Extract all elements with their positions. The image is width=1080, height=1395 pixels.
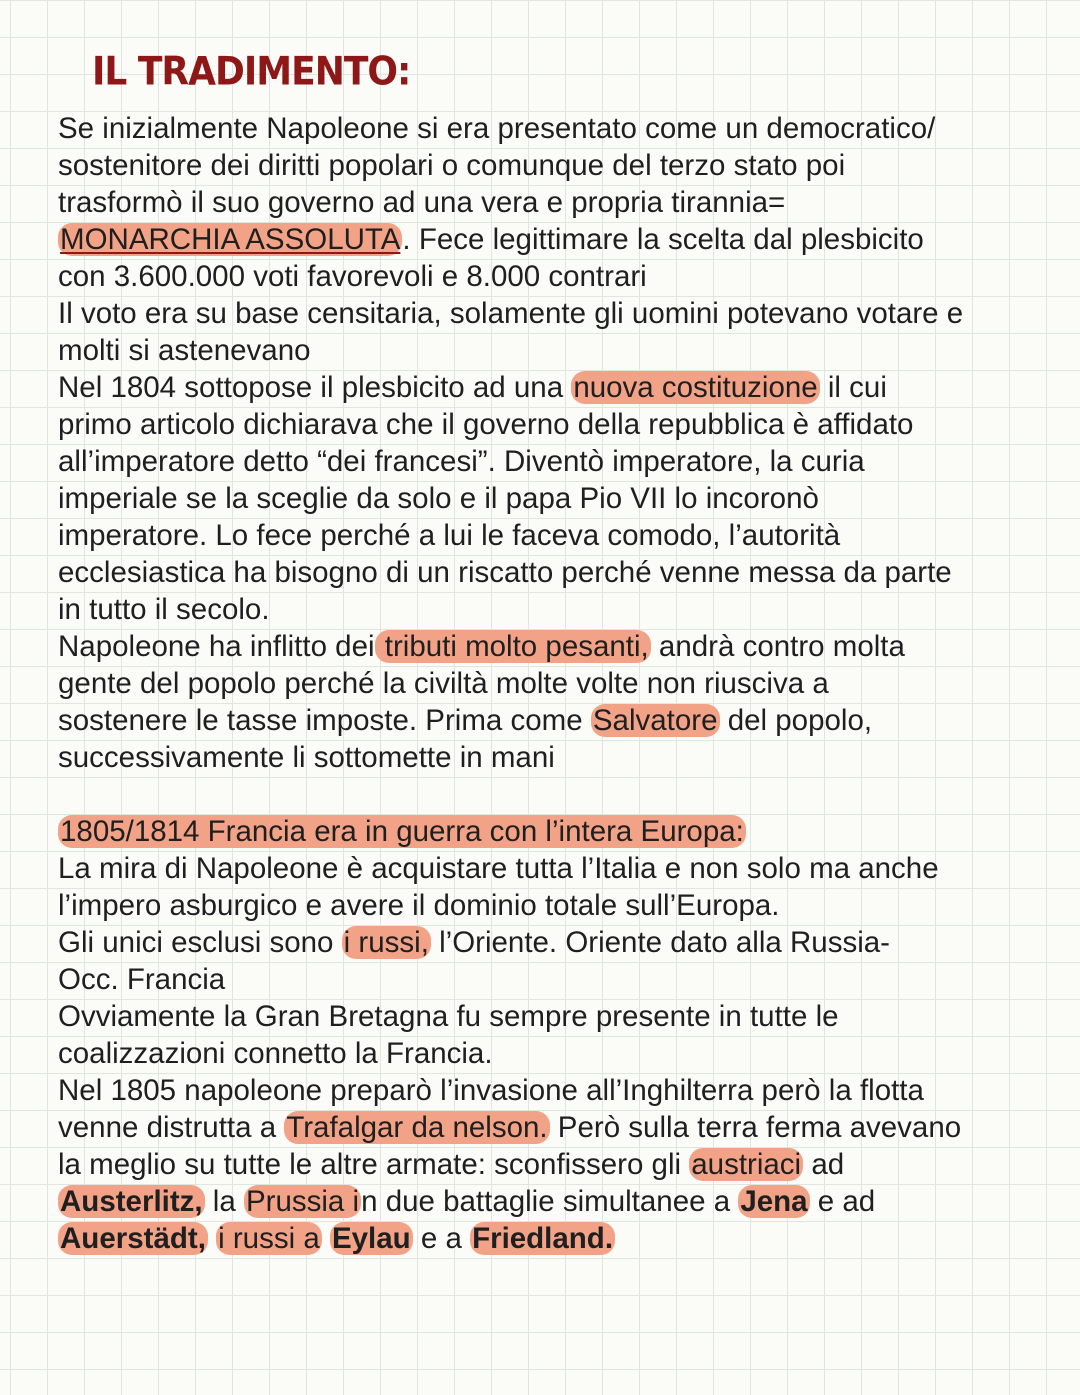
text-line [58, 702, 1058, 739]
text-segment: n due battaglie simultanee a [361, 1185, 739, 1218]
text-line [58, 924, 1058, 961]
text-line: La mira di Napoleone è acquistare tutta l’Italia e non solo ma anche [58, 852, 939, 885]
text-segment [322, 1222, 330, 1255]
paragraph-tradimento [58, 110, 1058, 776]
highlight-jena: Jena [740, 1185, 808, 1218]
text-segment: del popolo, [719, 704, 873, 737]
highlight-salvatore: Salvatore [592, 704, 718, 737]
highlight-russi-2: i russi a [218, 1222, 320, 1255]
text-segment: andrà contro molta [650, 630, 905, 663]
text-line: con 3.600.000 voti favorevoli e 8.000 contrari [58, 260, 647, 293]
blank-line [58, 776, 1058, 813]
highlight-heading-guerra: 1805/1814 Francia era in guerra con l’intera Europa: [60, 815, 744, 848]
text-line: molti si astenevano [58, 334, 311, 367]
text-segment: e a [412, 1222, 471, 1255]
text-segment: sostenere le tasse imposte. Prima come [58, 704, 591, 737]
text-line: imperatore. Lo fece perché a lui le faceva comodo, l’autorità [58, 519, 841, 552]
section-heading [58, 813, 1058, 850]
highlight-austerlitz: Austerlitz, [60, 1185, 203, 1218]
text-line: successivamente li sottomette in mani [58, 741, 555, 774]
text-segment: il cui [819, 371, 887, 404]
page-title: IL TRADIMENTO: [92, 50, 411, 95]
text-line: Occ. Francia [58, 963, 226, 996]
highlight-friedland: Friedland. [472, 1222, 614, 1255]
highlight-nuova-costituzione: nuova costituzione [573, 371, 818, 404]
text-segment: venne distrutta a [58, 1111, 285, 1144]
text-line [58, 369, 1058, 406]
notes-body [58, 110, 1058, 1257]
text-line: Ovviamente la Gran Bretagna fu sempre presente in tutte le [58, 1000, 839, 1033]
text-line: trasformò il suo governo ad una vera e propria tirannia= [58, 186, 786, 219]
text-segment: la [204, 1185, 244, 1218]
text-segment: e ad [809, 1185, 876, 1218]
text-line [58, 1220, 1058, 1257]
highlight-tributi: tributi molto pesanti, [376, 630, 649, 663]
text-line [58, 1146, 1058, 1183]
text-segment: Napoleone ha inflitto dei [58, 630, 375, 663]
text-line: l’impero asburgico e avere il dominio totale sull’Europa. [58, 889, 780, 922]
text-line: Nel 1805 napoleone preparò l’invasione all’Inghilterra però la flotta [58, 1074, 924, 1107]
text-segment: Però sulla terra ferma avevano [549, 1111, 962, 1144]
text-line: gente del popolo perché la civiltà molte volte non riusciva a [58, 667, 829, 700]
text-line: imperiale se la sceglie da solo e il papa Pio VII lo incoronò [58, 482, 819, 515]
text-line [58, 628, 1058, 665]
text-line [58, 1183, 1058, 1220]
highlight-austriaci: austriaci [691, 1148, 802, 1181]
text-line: in tutto il secolo. [58, 593, 270, 626]
text-segment: Nel 1804 sottopose il plesbicito ad una [58, 371, 572, 404]
highlight-eylau: Eylau [331, 1222, 411, 1255]
highlight-monarchia-assoluta: MONARCHIA ASSOLUTA [60, 223, 401, 256]
text-line: sostenitore dei diritti popolari o comunque del terzo stato poi [58, 149, 846, 182]
text-segment [208, 1222, 216, 1255]
text-segment: la meglio su tutte le altre armate: sconfissero gli [58, 1148, 690, 1181]
text-line: coalizzazioni connetto la Francia. [58, 1037, 493, 1070]
text-segment: ad [803, 1148, 845, 1181]
highlight-trafalgar: Trafalgar da nelson. [286, 1111, 548, 1144]
text-segment: . Fece legittimare la scelta dal plesbicito [402, 223, 924, 256]
text-line [58, 221, 1058, 258]
text-segment: l’Oriente. Oriente dato alla Russia- [430, 926, 890, 959]
text-line: ecclesiastica ha bisogno di un riscatto perché venne messa da parte [58, 556, 952, 589]
highlight-auerstadt: Auerstädt, [60, 1222, 206, 1255]
paragraph-guerra [58, 813, 1058, 1257]
text-line: all’imperatore detto “dei francesi”. Diventò imperatore, la curia [58, 445, 865, 478]
text-line: Se inizialmente Napoleone si era presentato come un democratico/ [58, 112, 936, 145]
highlight-prussia: Prussia i [245, 1185, 360, 1218]
text-line: primo articolo dichiarava che il governo della repubblica è affidato [58, 408, 914, 441]
highlight-russi: i russi, [343, 926, 429, 959]
text-segment: Gli unici esclusi sono [58, 926, 342, 959]
text-line: Il voto era su base censitaria, solamente gli uomini potevano votare e [58, 297, 964, 330]
text-line [58, 1109, 1058, 1146]
